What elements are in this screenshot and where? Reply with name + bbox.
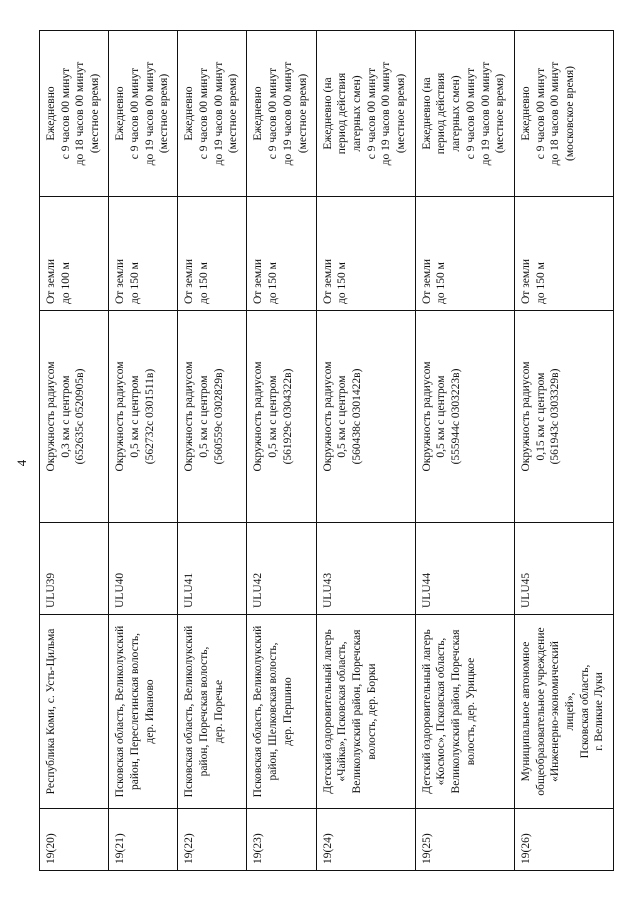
- time-line: до 19 часов 00 минут: [380, 61, 393, 166]
- time-line: Ежедневно: [183, 86, 196, 141]
- height-limit-line: От земли: [321, 258, 334, 304]
- location-line: Великолукский район, Поречская: [450, 629, 463, 794]
- time-line: период действия: [336, 72, 349, 155]
- location-line: г. Великие Луки: [593, 672, 606, 751]
- location-line: «Чайка», Псковская область,: [336, 641, 349, 782]
- zone-description-line: 0,5 км с центром: [198, 375, 210, 458]
- time-line: (местное время): [89, 73, 102, 154]
- time-cell: [109, 31, 178, 197]
- zone-description-line: (561929с 0304322в): [281, 368, 294, 465]
- time-line: Ежедневно (на: [420, 77, 433, 150]
- location-line: Республика Коми, с. Усть-Цильма: [45, 628, 57, 795]
- location-cell: [415, 615, 514, 809]
- zone-description-cell: [247, 311, 316, 523]
- row-id-cell: 19(26): [514, 809, 613, 871]
- zone-description-line: (555944с 0303223в): [450, 368, 463, 465]
- zone-description-line: (560438с 0301422в): [351, 368, 363, 465]
- zone-description-line: Окружность радиусом: [321, 361, 334, 472]
- time-line: период действия: [435, 72, 448, 155]
- height-limit-cell: [109, 197, 178, 311]
- row-id-cell: 19(21): [109, 809, 178, 871]
- time-line: лагерных смен): [351, 75, 363, 152]
- zone-description-line: Окружность радиусом: [114, 361, 127, 472]
- height-limit-cell: [247, 197, 316, 311]
- location-line: район, Шелковская волость,: [267, 642, 280, 781]
- location-line: «Инженерно-экономический лицей»,: [549, 641, 576, 782]
- time-line: до 19 часов 00 минут: [281, 61, 294, 166]
- zone-description-line: 0,5 км с центром: [336, 375, 349, 458]
- zone-description-line: 0,5 км с центром: [267, 375, 280, 458]
- time-line: Ежедневно (на: [321, 77, 334, 150]
- height-limit-line: до 150 м: [267, 262, 280, 304]
- zone-description-cell: [316, 311, 415, 523]
- time-cell: [178, 31, 247, 197]
- location-line: Великолукский район, Поречская: [351, 629, 363, 794]
- time-line: (местное время): [494, 73, 507, 154]
- location-cell: [514, 615, 613, 809]
- table-body: [40, 31, 614, 871]
- time-line: лагерных смен): [450, 75, 463, 152]
- time-line: (местное время): [158, 73, 171, 154]
- time-line: с 9 часов 00 минут: [198, 67, 210, 160]
- row-id-cell: 19(23): [247, 809, 316, 871]
- location-cell: [109, 615, 178, 809]
- zone-code-cell: ULU44: [415, 523, 514, 615]
- time-line: до 19 часов 00 минут: [143, 61, 156, 166]
- location-line: волость, дер. Борки: [365, 663, 378, 760]
- time-line: с 9 часов 00 минут: [365, 67, 378, 160]
- zone-code-cell: ULU39: [40, 523, 109, 615]
- time-cell: [247, 31, 316, 197]
- location-line: Псковская область,: [578, 664, 591, 759]
- height-limit-line: до 150 м: [198, 262, 210, 304]
- zone-code-cell: ULU40: [109, 523, 178, 615]
- time-line: (московское время): [563, 65, 576, 162]
- height-limit-line: От земли: [519, 258, 532, 304]
- time-line: Ежедневно: [252, 86, 265, 141]
- time-cell: [40, 31, 109, 197]
- table-row: [514, 31, 613, 871]
- height-limit-line: От земли: [252, 258, 265, 304]
- location-line: дер. Поречье: [212, 679, 225, 744]
- zone-description-line: 0,5 км с центром: [128, 375, 141, 458]
- height-limit-cell: [178, 197, 247, 311]
- location-line: район, Поречская волость,: [198, 646, 210, 777]
- height-limit-line: От земли: [420, 258, 433, 304]
- table-row: [109, 31, 178, 871]
- height-limit-line: От земли: [45, 258, 57, 304]
- row-id-cell: 19(25): [415, 809, 514, 871]
- zone-description-cell: [415, 311, 514, 523]
- location-cell: [247, 615, 316, 809]
- page-number: 4: [14, 459, 29, 467]
- zone-description-line: Окружность радиусом: [519, 361, 532, 472]
- height-limit-line: От земли: [114, 258, 127, 304]
- location-line: Псковская область, Великолукский: [114, 625, 127, 798]
- zone-description-line: Окружность радиусом: [420, 361, 433, 472]
- location-line: дер. Иваново: [143, 679, 156, 744]
- time-cell: [514, 31, 613, 197]
- location-line: «Космос», Псковская область,: [435, 637, 448, 786]
- zone-description-cell: [178, 311, 247, 523]
- zone-description-line: Окружность радиусом: [252, 361, 265, 472]
- airspace-table: [39, 30, 614, 871]
- row-id-cell: 19(20): [40, 809, 109, 871]
- time-line: до 18 часов 00 минут: [549, 61, 562, 166]
- location-line: Муниципальное автономное: [519, 641, 532, 782]
- zone-description-line: (561943с 0303329в): [549, 368, 562, 465]
- zone-description-line: 0,15 км с центром: [534, 372, 547, 461]
- zone-description-line: (562732с 0301511в): [143, 368, 156, 465]
- zone-description-line: 0,5 км с центром: [435, 375, 448, 458]
- height-limit-line: до 150 м: [128, 262, 141, 304]
- time-line: с 9 часов 00 минут: [534, 67, 547, 160]
- height-limit-line: до 150 м: [534, 262, 547, 304]
- location-line: Детский оздоровительный лагерь: [321, 629, 334, 794]
- table-row: [415, 31, 514, 871]
- row-id-cell: 19(24): [316, 809, 415, 871]
- time-line: (местное время): [395, 73, 408, 154]
- rotated-table-wrapper: [39, 31, 614, 871]
- time-line: до 18 часов 00 минут: [74, 61, 87, 166]
- location-cell: [316, 615, 415, 809]
- time-cell: [415, 31, 514, 197]
- location-line: Псковская область, Великолукский: [252, 625, 265, 798]
- location-line: район, Переслегинская волость,: [128, 633, 141, 790]
- height-limit-cell: [40, 197, 109, 311]
- height-limit-cell: [316, 197, 415, 311]
- height-limit-cell: [415, 197, 514, 311]
- zone-description-line: (652635с 0520905в): [74, 368, 87, 465]
- height-limit-line: до 150 м: [336, 262, 349, 304]
- zone-description-cell: [514, 311, 613, 523]
- row-id-cell: 19(22): [178, 809, 247, 871]
- height-limit-cell: [514, 197, 613, 311]
- zone-code-cell: ULU43: [316, 523, 415, 615]
- zone-description-line: (560559с 0302829в): [212, 368, 225, 465]
- location-line: Детский оздоровительный лагерь: [420, 629, 433, 794]
- height-limit-line: до 150 м: [435, 262, 448, 304]
- location-line: Псковская область, Великолукский: [183, 625, 196, 798]
- time-line: (местное время): [227, 73, 240, 154]
- zone-description-cell: [40, 311, 109, 523]
- location-cell: [178, 615, 247, 809]
- zone-description-line: Окружность радиусом: [183, 361, 196, 472]
- zone-code-cell: ULU41: [178, 523, 247, 615]
- time-line: до 19 часов 00 минут: [212, 61, 225, 166]
- time-line: с 9 часов 00 минут: [128, 67, 141, 160]
- location-line: дер. Першино: [281, 677, 294, 746]
- zone-description-line: Окружность радиусом: [45, 361, 57, 472]
- location-line: волость, дер. Урицкое: [464, 657, 477, 766]
- time-line: с 9 часов 00 минут: [59, 67, 72, 160]
- time-line: (местное время): [296, 73, 309, 154]
- table-row: [178, 31, 247, 871]
- time-line: Ежедневно: [114, 86, 127, 141]
- time-line: Ежедневно: [519, 86, 532, 141]
- time-line: до 19 часов 00 минут: [479, 61, 492, 166]
- zone-description-cell: [109, 311, 178, 523]
- time-cell: [316, 31, 415, 197]
- time-line: с 9 часов 00 минут: [267, 67, 280, 160]
- location-line: общеобразовательное учреждение: [534, 627, 547, 796]
- zone-description-line: 0,3 км с центром: [59, 375, 72, 458]
- zone-code-cell: ULU45: [514, 523, 613, 615]
- table-row: [247, 31, 316, 871]
- table-row: [40, 31, 109, 871]
- zone-code-cell: ULU42: [247, 523, 316, 615]
- time-line: с 9 часов 00 минут: [464, 67, 477, 160]
- location-cell: [40, 615, 109, 809]
- height-limit-line: до 100 м: [59, 262, 72, 304]
- time-line: Ежедневно: [45, 86, 57, 141]
- table-row: [316, 31, 415, 871]
- height-limit-line: От земли: [183, 258, 196, 304]
